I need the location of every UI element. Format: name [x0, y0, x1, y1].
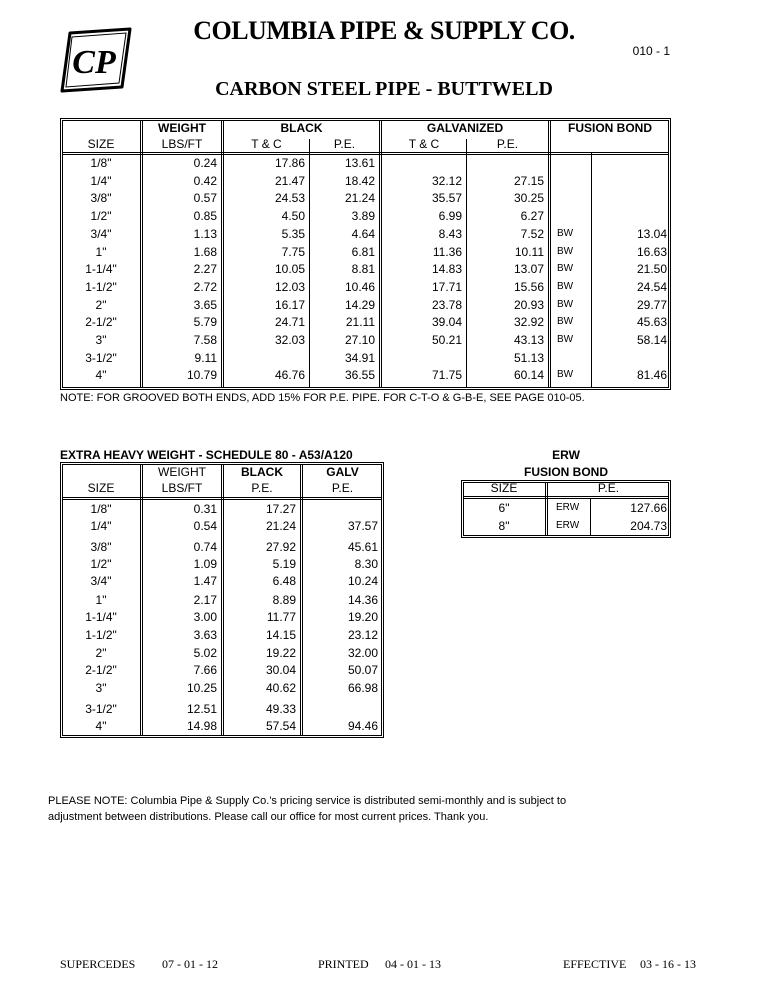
cell-black-pe: 49.33	[265, 702, 296, 716]
cell-size: 3"	[95, 333, 107, 347]
cell-galv-pe: 32.92	[513, 315, 544, 330]
col-header-galv-pe: P.E.	[496, 137, 519, 151]
cell-black-pe: 10.46	[344, 279, 375, 294]
cell-weight: 3.65	[193, 297, 217, 312]
cell-galv-pe: 37.57	[347, 519, 378, 533]
cell-type: ERW	[556, 502, 580, 513]
cell-black-tc: 7.75	[281, 244, 305, 259]
cell-black-tc: 24.71	[274, 315, 305, 330]
cell-size: 1-1/4"	[85, 610, 117, 624]
cell-black-tc: 4.50	[281, 209, 305, 224]
cell-fusion-price: 45.63	[636, 315, 667, 330]
cell-price: 204.73	[630, 519, 667, 533]
cell-galv-pe: 94.46	[347, 719, 378, 733]
footer-printed-label: PRINTED	[318, 957, 369, 971]
cell-size: 8"	[498, 519, 510, 533]
cell-size: 3-1/2"	[85, 702, 117, 716]
xh-col-header-weight: WEIGHT	[158, 465, 206, 479]
col-header-galv-tc: T & C	[408, 137, 440, 151]
cell-price: 127.66	[630, 501, 667, 515]
cell-type: ERW	[556, 520, 580, 531]
cell-black-pe: 30.04	[265, 663, 296, 677]
cell-black-pe: 19.22	[265, 646, 296, 660]
cell-weight: 0.54	[193, 519, 217, 533]
cell-galv-pe: 10.11	[514, 244, 544, 259]
footer-supercedes-date: 07 - 01 - 12	[162, 957, 218, 971]
cell-weight: 10.25	[186, 681, 217, 695]
cell-black-tc: 21.47	[274, 173, 305, 188]
cell-size: 1-1/2"	[85, 279, 117, 294]
cell-fusion-price: 58.14	[636, 333, 667, 347]
cell-black-tc: 12.03	[274, 279, 305, 294]
cell-galv-pe: 6.27	[520, 209, 544, 224]
cell-size: 3/4"	[90, 574, 112, 588]
company-logo	[56, 25, 136, 95]
footer-effective-label: EFFECTIVE	[563, 957, 627, 971]
col-header-size: SIZE	[87, 137, 115, 151]
cell-size: 2"	[95, 646, 107, 660]
erw-title: ERW	[552, 448, 580, 462]
cell-size: 4"	[95, 368, 107, 383]
cell-weight: 1.13	[193, 226, 217, 241]
cell-weight: 5.02	[193, 646, 217, 660]
cell-black-pe: 14.15	[265, 628, 296, 642]
xh-col-header-lbs-ft: LBS/FT	[161, 481, 203, 495]
cell-black-pe: 27.10	[344, 333, 375, 347]
col-header-weight: WEIGHT	[158, 121, 206, 135]
cell-fusion-price: 13.04	[636, 226, 667, 241]
cell-weight: 3.00	[193, 610, 217, 624]
cell-weight: 0.31	[193, 502, 217, 516]
cell-galv-pe: 20.93	[513, 297, 544, 312]
cell-black-pe: 8.89	[272, 593, 296, 607]
cell-weight: 0.57	[193, 191, 217, 206]
cell-black-pe: 4.64	[351, 226, 375, 241]
erw-col-header-pe: P.E.	[597, 481, 620, 495]
cell-weight: 0.85	[193, 209, 217, 224]
cell-size: 1-1/2"	[85, 628, 117, 642]
cell-black-pe: 21.24	[265, 519, 296, 533]
cell-black-tc: 5.35	[281, 226, 305, 241]
cell-black-pe: 36.55	[344, 368, 375, 383]
cell-weight: 12.51	[186, 702, 217, 716]
footer-printed-date: 04 - 01 - 13	[385, 957, 441, 971]
cell-size: 1-1/4"	[85, 262, 117, 277]
col-header-black-pe: P.E.	[333, 137, 356, 151]
cell-fusion-price: 29.77	[636, 297, 667, 312]
cell-galv-pe: 66.98	[347, 681, 378, 695]
cell-fusion-type: BW	[557, 316, 574, 328]
cell-fusion-type: BW	[557, 298, 574, 310]
cell-fusion-price: 21.50	[636, 262, 667, 277]
cell-galv-pe: 32.00	[347, 646, 378, 660]
cell-size: 1/2"	[90, 209, 112, 224]
cell-galv-pe: 23.12	[347, 628, 378, 642]
cell-weight: 7.66	[193, 663, 217, 677]
cell-galv-tc: 8.43	[438, 226, 462, 241]
page-number: 010 - 1	[632, 44, 670, 58]
cell-fusion-type: BW	[557, 263, 574, 275]
cell-fusion-type: BW	[557, 227, 574, 239]
xh-table-title: EXTRA HEAVY WEIGHT - SCHEDULE 80 - A53/A120	[60, 448, 353, 462]
cell-galv-pe: 45.61	[347, 540, 378, 554]
cell-weight: 0.24	[193, 156, 217, 170]
col-header-lbs-ft: LBS/FT	[161, 137, 203, 151]
cell-black-pe: 11.77	[266, 610, 296, 624]
xh-col-header-black-pe: P.E.	[251, 481, 273, 495]
cell-size: 1"	[95, 593, 107, 607]
cell-galv-pe: 8.30	[354, 557, 378, 571]
cell-galv-tc: 6.99	[438, 209, 462, 224]
cell-black-tc: 16.17	[274, 297, 305, 312]
footer-effective-date: 03 - 16 - 13	[640, 957, 696, 971]
cell-fusion-type: BW	[557, 245, 574, 257]
cell-galv-pe: 30.25	[513, 191, 544, 206]
cell-black-pe: 40.62	[265, 681, 296, 695]
cell-black-pe: 18.42	[344, 173, 375, 188]
cell-galv-pe: 51.13	[513, 350, 544, 365]
cell-galv-tc: 39.04	[431, 315, 462, 330]
cell-fusion-type: BW	[557, 334, 574, 345]
company-name: COLUMBIA PIPE & SUPPLY CO.	[193, 16, 575, 45]
cell-weight: 10.79	[186, 368, 217, 383]
cell-black-pe: 21.11	[345, 315, 375, 330]
cell-size: 3/8"	[90, 191, 112, 206]
cell-galv-pe: 14.36	[347, 593, 378, 607]
cell-black-pe: 5.19	[272, 557, 296, 571]
cell-size: 4"	[95, 719, 107, 733]
cell-black-pe: 6.48	[272, 574, 296, 588]
cell-black-tc: 17.86	[274, 156, 305, 170]
cell-size: 1/8"	[90, 502, 112, 516]
cell-galv-pe: 13.07	[513, 262, 544, 277]
cell-fusion-price: 81.46	[636, 368, 667, 383]
cell-size: 1/8"	[90, 156, 112, 170]
grooved-note: NOTE: FOR GROOVED BOTH ENDS, ADD 15% FOR P.E. PIPE. FOR C-T-O & G-B-E, SEE PAGE 010-05.	[60, 392, 585, 404]
cell-fusion-type: BW	[557, 280, 574, 292]
erw-fusion-bond-title: FUSION BOND	[524, 465, 608, 479]
cell-fusion-type: BW	[557, 369, 574, 381]
cell-size: 6"	[498, 501, 510, 515]
cell-weight: 2.27	[193, 262, 217, 277]
col-header-fusion-bond: FUSION BOND	[568, 121, 652, 135]
cell-weight: 14.98	[186, 719, 217, 733]
cell-fusion-price: 24.54	[636, 279, 667, 294]
cell-weight: 1.09	[193, 557, 217, 571]
cell-weight: 3.63	[193, 628, 217, 642]
footer-supercedes-label: SUPERCEDES	[60, 957, 136, 971]
cell-weight: 1.68	[193, 244, 217, 259]
cell-galv-pe: 19.20	[347, 610, 378, 624]
cell-size: 1/2"	[90, 557, 112, 571]
cell-black-pe: 6.81	[351, 244, 375, 259]
col-header-black: BLACK	[280, 121, 323, 135]
xh-col-header-size: SIZE	[87, 481, 115, 495]
cell-galv-pe: 10.24	[347, 574, 378, 588]
cell-weight: 2.17	[193, 593, 217, 607]
cell-size: 3/8"	[90, 540, 112, 554]
cell-weight: 0.42	[193, 173, 217, 188]
cell-galv-tc: 32.12	[431, 173, 462, 188]
cell-galv-tc: 23.78	[431, 297, 462, 312]
cell-galv-pe: 15.56	[513, 279, 544, 294]
cell-galv-pe: 7.52	[520, 226, 544, 241]
cell-size: 3/4"	[90, 226, 112, 241]
cell-weight: 9.11	[194, 350, 217, 365]
cell-size: 1/4"	[90, 173, 112, 188]
cell-weight: 2.72	[193, 279, 217, 294]
logo-text: CP	[72, 44, 116, 81]
cell-galv-tc: 71.75	[431, 368, 462, 383]
cell-weight: 5.79	[193, 315, 217, 330]
cell-galv-tc: 35.57	[431, 191, 462, 206]
please-note-line2: adjustment between distributions. Please call our office for most current prices. Thank you.	[48, 811, 489, 823]
cell-black-pe: 27.92	[265, 540, 296, 554]
col-header-black-tc: T & C	[251, 137, 282, 151]
cell-black-tc: 32.03	[274, 333, 305, 347]
xh-col-header-galv-pe: P.E.	[331, 481, 354, 495]
cell-galv-pe: 43.13	[513, 333, 544, 347]
cell-size: 2-1/2"	[85, 315, 117, 330]
cell-black-tc: 24.53	[274, 191, 305, 206]
page-title: CARBON STEEL PIPE - BUTTWELD	[215, 78, 553, 100]
cell-size: 1"	[95, 244, 107, 259]
cell-black-tc: 46.76	[274, 368, 305, 383]
cell-black-pe: 3.89	[351, 209, 375, 224]
cell-galv-tc: 17.71	[431, 279, 462, 294]
col-header-galvanized: GALVANIZED	[426, 121, 504, 135]
cell-black-pe: 17.27	[265, 502, 296, 516]
cell-weight: 1.47	[193, 574, 217, 588]
cell-galv-tc: 50.21	[431, 333, 462, 347]
cell-galv-pe: 60.14	[513, 368, 544, 383]
please-note-line1: PLEASE NOTE: Columbia Pipe & Supply Co.'s pricing service is distributed semi-monthly and is subject to	[48, 795, 567, 807]
cell-weight: 0.74	[193, 540, 217, 554]
cell-weight: 7.58	[193, 333, 217, 347]
cell-black-pe: 21.24	[344, 191, 375, 206]
cell-size: 1/4"	[90, 519, 112, 533]
cell-galv-tc: 14.83	[431, 262, 462, 277]
cell-black-pe: 13.61	[344, 156, 375, 170]
cell-black-tc: 10.05	[274, 262, 305, 277]
cell-size: 2-1/2"	[85, 663, 117, 677]
xh-col-header-galv: GALV	[326, 465, 359, 479]
cell-fusion-price: 16.63	[636, 244, 667, 259]
cell-black-pe: 34.91	[344, 350, 375, 365]
cell-black-pe: 14.29	[344, 297, 375, 312]
erw-col-header-size: SIZE	[490, 481, 518, 495]
cell-size: 3"	[95, 681, 107, 695]
cell-size: 2"	[95, 297, 107, 312]
xh-col-header-black: BLACK	[241, 465, 283, 479]
cell-galv-pe: 50.07	[347, 663, 378, 677]
cell-galv-tc: 11.36	[432, 244, 462, 259]
cell-galv-pe: 27.15	[513, 173, 544, 188]
cell-black-pe: 8.81	[351, 262, 375, 277]
cell-size: 3-1/2"	[85, 350, 117, 365]
cell-black-pe: 57.54	[265, 719, 296, 733]
